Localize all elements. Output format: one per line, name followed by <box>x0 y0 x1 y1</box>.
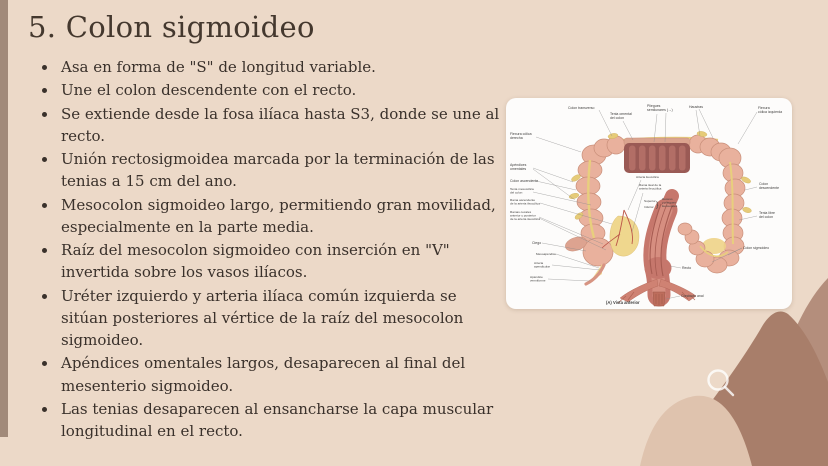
label-flexura-izquierda: Flexura cólica izquierda <box>758 106 783 114</box>
bullet-item: • Asa en forma de "S" de longitud variable. <box>58 56 502 78</box>
anal-canal <box>653 292 665 306</box>
bullet-item: • Mesocolon sigmoideo largo, permitiendo gran movilidad, especialmente en la parte media. <box>58 194 502 239</box>
bullet-item: • Las tenias desaparecen al ensancharse la capa muscular longitudinal en el recto. <box>58 398 502 443</box>
label-tenia-libre: Tenia libre del colon <box>759 211 775 219</box>
label-receso-inferior: Inferior <box>644 205 654 209</box>
label-apendice-vermiforme: Apéndice vermiforme <box>530 275 546 283</box>
bullet-list <box>42 56 502 444</box>
label-ramas-cecales: Ramas cecales anterior y posterior de la arteria ileocólica <box>510 210 540 222</box>
brace-glyph: } <box>656 202 659 209</box>
label-receso-superior: Superior <box>644 199 656 203</box>
label-conducto-anal: Conducto anal <box>681 294 704 298</box>
slide-edge-accent <box>0 0 8 437</box>
label-pliegues-semilunares: Pliegues semilunares (→) <box>647 104 673 112</box>
bullet-item: • Uréter izquierdo y arteria ilíaca común izquierda se sitúan posteriores al vértice de la raíz del mesocolon sigmoideo. <box>58 285 502 352</box>
label-ciego: Ciego <box>532 241 542 245</box>
label-tenia-mesocolica: Tenia mesocólica del colon <box>510 187 534 195</box>
label-rama-ascendente: Rama ascendente de la arteria ileocólica <box>510 198 540 206</box>
rectum <box>645 196 673 295</box>
bullet-item: • Unión rectosigmoidea marcada por la terminación de las tenias a 15 cm del ano. <box>58 148 502 193</box>
figure-caption: (A) Vista anterior <box>606 300 640 305</box>
label-flexura-derecha: Flexura cólica derecha <box>510 132 532 140</box>
label-colon-ascendente: Colon ascendente <box>510 179 539 183</box>
bullet-item: • Une el colon descendente con el recto. <box>58 79 502 101</box>
colon-illustration <box>506 98 792 309</box>
wave-dark <box>660 311 828 466</box>
anatomy-figure-card <box>506 98 792 309</box>
label-colon-transverso: Colon transverso <box>568 106 595 110</box>
label-tenia-omental: Tenia omental del colon <box>610 112 632 120</box>
label-apendices-omentales: Apéndices omentales <box>510 163 527 171</box>
label-receso-pliegues: Receso y pliegues ileocecales <box>662 197 678 209</box>
label-haustras: Haustras <box>689 105 704 109</box>
label-arteria-apendicular: Arteria apendicular <box>534 261 550 269</box>
label-mesoapendice: Mesoapéndice <box>536 252 557 256</box>
search-icon <box>704 366 738 400</box>
label-colon-descendente: Colon descendente <box>759 182 780 190</box>
label-colon-sigmoideo: Colon sigmoideo <box>743 246 770 250</box>
slide-title: 5. Colon sigmoideo <box>28 10 315 44</box>
opened-transverse-section <box>624 138 690 173</box>
bullet-item: • Se extiende desde la fosa ilíaca hasta S3, donde se une al recto. <box>58 103 502 148</box>
label-rama-ileal: Rama ileal de la arteria ileocólica <box>639 183 662 191</box>
bullet-item: • Raíz del mesocolon sigmoideo con inserción en "V" invertida sobre los vasos ilíacos. <box>58 239 502 284</box>
label-recto: Recto <box>682 266 692 270</box>
wave-light <box>640 396 752 466</box>
label-arteria-ileocolica: Arteria ileocólica <box>636 175 659 179</box>
bullet-item: • Apéndices omentales largos, desaparecen al final del mesenterio sigmoideo. <box>58 352 502 397</box>
